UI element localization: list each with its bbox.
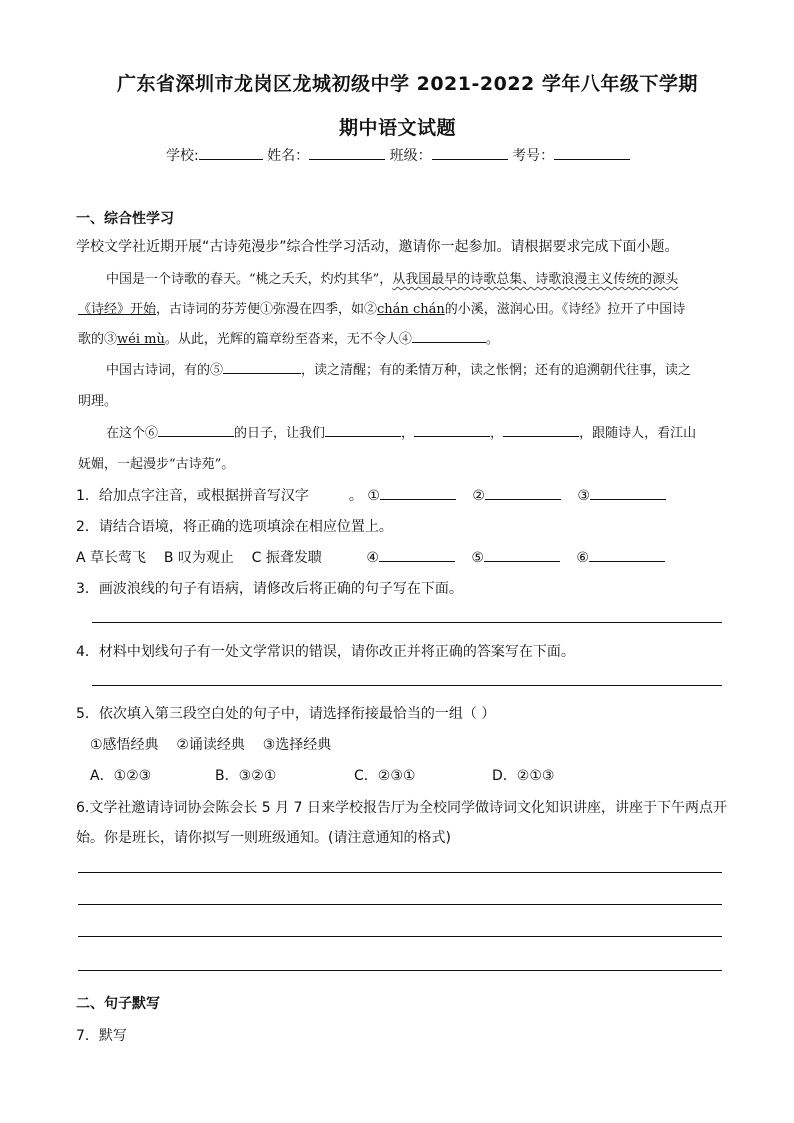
passage-para1-line3 [78, 328, 499, 347]
q5-option-c[interactable]: C．②③① [354, 768, 416, 784]
q2-mark-6: ⑥ [576, 550, 589, 566]
para3-text-a: 在这个⑥ [106, 426, 159, 441]
q4-answer-line[interactable] [92, 685, 722, 686]
para2-text-b: ，读之清醒；有的柔情万种，读之怅惘；还有的追溯朝代往事，读之 [301, 363, 692, 378]
para2-text-a: 中国古诗词，有的⑤ [106, 363, 224, 378]
question-3: 3．画波浪线的句子有语病，请修改后将正确的句子写在下面。 [76, 581, 463, 597]
q3-answer-line[interactable] [92, 622, 722, 623]
para1-text-a: 中国是一个诗歌的春天。“桃之夭夭，灼灼其华”， [106, 272, 393, 287]
q2-options-text: A 草长莺飞 B 叹为观止 C 振聋发聩 [76, 550, 322, 566]
para3-text-d: ， [490, 426, 504, 441]
para1-underlined-sentence: 《诗经》开始 [78, 302, 157, 317]
answer-blank-5[interactable] [484, 547, 560, 562]
section1-intro: 学校文学社近期开展“古诗苑漫步”综合性学习活动，邀请你一起参加。请根据要求完成下面小题。 [76, 239, 679, 255]
blank-4[interactable] [412, 328, 486, 343]
blank-6[interactable] [158, 422, 234, 437]
blank-para3-3[interactable] [503, 422, 579, 437]
question-4: 4．材料中划线句子有一处文学常识的错误，请你改正并将正确的答案写在下面。 [76, 644, 575, 660]
blank-para3-1[interactable] [325, 422, 401, 437]
q2-mark-4: ④ [366, 550, 379, 566]
blank-para3-2[interactable] [414, 422, 490, 437]
q1-dot: 。 [348, 488, 363, 504]
answer-blank-2[interactable] [485, 485, 561, 500]
q6-answer-line-3[interactable] [78, 936, 722, 937]
pinyin-3: wéi mù [117, 332, 165, 347]
para1-wavy-sentence: 从我国最早的诗歌总集、诗歌浪漫主义传统的源头 [392, 272, 679, 287]
q2-mark-5: ⑤ [471, 550, 484, 566]
section1-heading: 一、综合性学习 [76, 211, 174, 227]
section2-heading: 二、句子默写 [76, 996, 160, 1012]
question-7: 7．默写 [76, 1028, 127, 1044]
q6-answer-line-1[interactable] [78, 872, 722, 873]
q5-option-b[interactable]: B．③②① [215, 768, 277, 784]
para1-text-e: 的小溪，滋润心田。《诗经》拉开了中国诗 [444, 302, 686, 317]
para1-text-h: 。 [485, 332, 499, 347]
q1-mark-1: ① [367, 488, 380, 504]
q6-answer-line-2[interactable] [78, 904, 722, 905]
q5-option-a[interactable]: A．①②③ [90, 768, 152, 784]
page-title-line1: 广东省深圳市龙岗区龙城初级中学 2021-2022 学年八年级下学期 [117, 73, 698, 95]
question-5: 5．依次填入第三段空白处的句子中，请选择衔接最恰当的一组（ ） [76, 706, 496, 722]
class-label: 班级： [389, 148, 432, 164]
name-label: 姓名： [267, 148, 310, 164]
passage-para2-line2: 明理。 [78, 394, 118, 409]
question-6-line2: 始。你是班长，请你拟写一则班级通知。(请注意通知的格式) [76, 830, 451, 846]
page-title-line2: 期中语文试题 [339, 117, 457, 139]
para1-text-g: 。从此，光辉的篇章纷至沓来，无不令人④ [164, 332, 412, 347]
number-blank[interactable] [554, 145, 630, 160]
question-1 [76, 485, 666, 505]
passage-para1-line2 [78, 298, 685, 317]
para1-text-f: 歌的③ [78, 332, 118, 347]
q1-text: 1．给加点字注音，或根据拼音写汉字 [76, 488, 309, 504]
answer-blank-4[interactable] [379, 547, 455, 562]
para1-text-d: ，古诗词的芬芳便①弥漫在四季，如② [156, 302, 378, 317]
para3-text-e: ，跟随诗人，看江山 [579, 426, 697, 441]
school-label: 学校: [166, 148, 199, 164]
para3-text-c: ， [401, 426, 415, 441]
q6-answer-line-4[interactable] [78, 970, 722, 971]
answer-blank-6[interactable] [589, 547, 665, 562]
passage-para3-line2: 妩媚，一起漫步“古诗苑”。 [78, 457, 235, 472]
question-5-items: ①感悟经典 ②诵读经典 ③选择经典 [90, 737, 332, 753]
passage-para1-line1 [106, 268, 678, 287]
number-label: 考号： [512, 148, 555, 164]
blank-5[interactable] [223, 359, 301, 374]
class-blank[interactable] [432, 145, 508, 160]
question-2: 2．请结合语境，将正确的选项填涂在相应位置上。 [76, 519, 393, 535]
name-blank[interactable] [309, 145, 385, 160]
question-2-options [76, 547, 665, 567]
answer-blank-1[interactable] [380, 485, 456, 500]
para3-text-b: 的日子，让我们 [234, 426, 326, 441]
school-blank[interactable] [199, 145, 263, 160]
question-6-line1: 6.文学社邀请诗词协会陈会长 5 月 7 日来学校报告厅为全校同学做诗词文化知识讲座，讲座于下午两点开 [76, 800, 727, 816]
q5-option-d[interactable]: D．②①③ [492, 768, 555, 784]
header-fields [166, 145, 630, 165]
answer-blank-3[interactable] [590, 485, 666, 500]
passage-para2-line1 [106, 359, 691, 378]
q1-mark-2: ② [472, 488, 485, 504]
passage-para3-line1 [106, 422, 696, 441]
pinyin-2: chán chán [377, 302, 445, 317]
q1-mark-3: ③ [577, 488, 590, 504]
